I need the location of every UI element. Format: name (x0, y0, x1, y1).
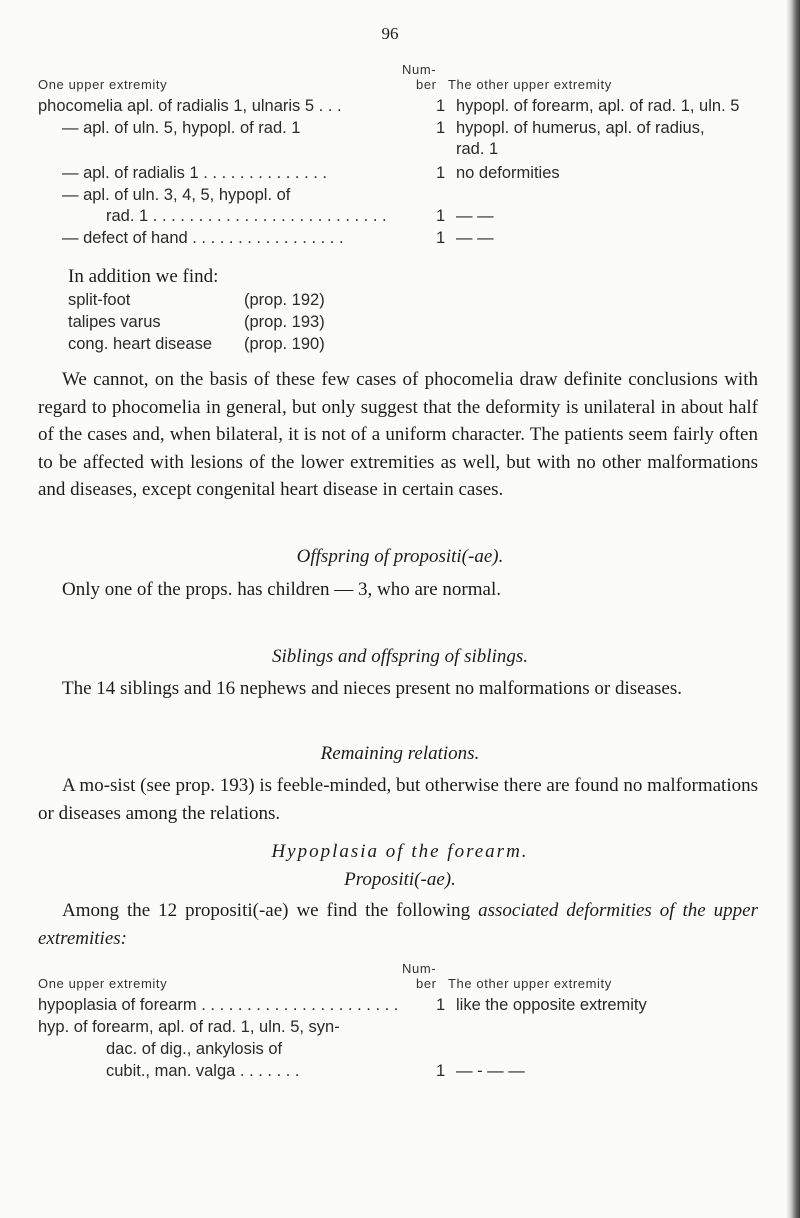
list-item-name: talipes varus (68, 313, 161, 331)
table-row-right: no deformities (456, 164, 560, 182)
table-row-num: 1 (436, 119, 446, 137)
table-row-num: 1 (436, 207, 446, 225)
section-heading-hypoplasia: Hypoplasia of the forearm. (271, 841, 529, 862)
table-row-right: — — (456, 207, 494, 225)
table-row-left-cont: dac. of dig., ankylosis of (106, 1040, 283, 1058)
list-item-ref: (prop. 190) (244, 335, 325, 353)
table-row-left: — defect of hand . . . . . . . . . . . . . . . . . (62, 229, 344, 247)
table-row-num: 1 (436, 229, 446, 247)
table-header-ber: ber (416, 976, 437, 991)
table-header-ber: ber (416, 77, 437, 92)
page-edge-shadow (786, 0, 800, 1218)
list-item-name: split-foot (68, 291, 131, 309)
list-item-name: cong. heart disease (68, 335, 213, 353)
table-header-right: The other upper extremity (448, 77, 612, 92)
table-header-left: One upper extremity (38, 976, 168, 991)
list-item-ref: (prop. 193) (244, 313, 325, 331)
table-row-left: — apl. of uln. 3, 4, 5, hypopl. of (62, 186, 291, 204)
page-number: 96 (381, 24, 399, 43)
table-header-num: Num- (402, 961, 437, 976)
hypoplasia-intro (38, 897, 758, 952)
table-row-num: 1 (436, 97, 446, 115)
table-header-left: One upper extremity (38, 77, 168, 92)
table-row-right: hypopl. of forearm, apl. of rad. 1, uln. 5 (456, 97, 740, 115)
hypoplasia-intro-text: Among the 12 propositi(-ae) we find the following (62, 900, 479, 921)
hypoplasia-intro-italic: associated deformities of the upper extremities: (38, 900, 758, 949)
table-row-right: like the opposite extremity (456, 996, 647, 1014)
table-row-num: 1 (436, 164, 446, 182)
table-row-right-cont: rad. 1 (456, 140, 499, 158)
section-subheading-propositi: Propositi(-ae). (344, 869, 456, 890)
offspring-paragraph: Only one of the props. has children — 3, who are normal. (62, 579, 502, 600)
conclusions-paragraph: We cannot, on the basis of these few cases of phocomelia draw definite conclusions with regard to phocomelia in general, but only suggest that the deformity is unilateral in about half of the cases and, when bilateral, it is not of a uniform character. The patients seem fairly often to be affected with lesions of the lower extremities as well, but with no other malformations and diseases, except congenital heart disease in certain cases. (38, 369, 758, 500)
table-row-left: — apl. of uln. 5, hypopl. of rad. 1 (62, 119, 301, 137)
section-heading-siblings: Siblings and offspring of siblings. (271, 646, 528, 667)
table-row-num: 1 (436, 1062, 446, 1080)
list-item-ref: (prop. 192) (244, 291, 325, 309)
table-row-left-cont: cubit., man. valga . . . . . . . (106, 1062, 300, 1080)
addition-intro: In addition we find: (68, 266, 219, 287)
section-heading-relations: Remaining relations. (320, 743, 480, 764)
table-header-num: Num- (402, 62, 437, 77)
table-header-right: The other upper extremity (448, 976, 612, 991)
section-heading-offspring: Offspring of propositi(-ae). (296, 546, 504, 567)
table-row-right: — - — — (456, 1062, 525, 1080)
table-row-left-cont: rad. 1 . . . . . . . . . . . . . . . . . . . . . . . . . . (106, 207, 387, 225)
table-row-right: — — (456, 229, 494, 247)
table-row-num: 1 (436, 996, 446, 1014)
siblings-paragraph: The 14 siblings and 16 nephews and nieces present no malformations or diseases. (62, 678, 682, 699)
table-row-left: — apl. of radialis 1 . . . . . . . . . . . . . . (62, 164, 328, 182)
table-row-left: hyp. of forearm, apl. of rad. 1, uln. 5, syn- (38, 1018, 340, 1036)
table-row-right: hypopl. of humerus, apl. of radius, (456, 119, 705, 137)
table-row-left: hypoplasia of forearm . . . . . . . . . . . . . . . . . . . . . . (38, 996, 399, 1014)
table-row-left: phocomelia apl. of radialis 1, ulnaris 5 . . . (38, 97, 342, 115)
relations-paragraph: A mo-sist (see prop. 193) is feeble-minded, but otherwise there are found no malformations or diseases among the relations. (38, 775, 758, 824)
